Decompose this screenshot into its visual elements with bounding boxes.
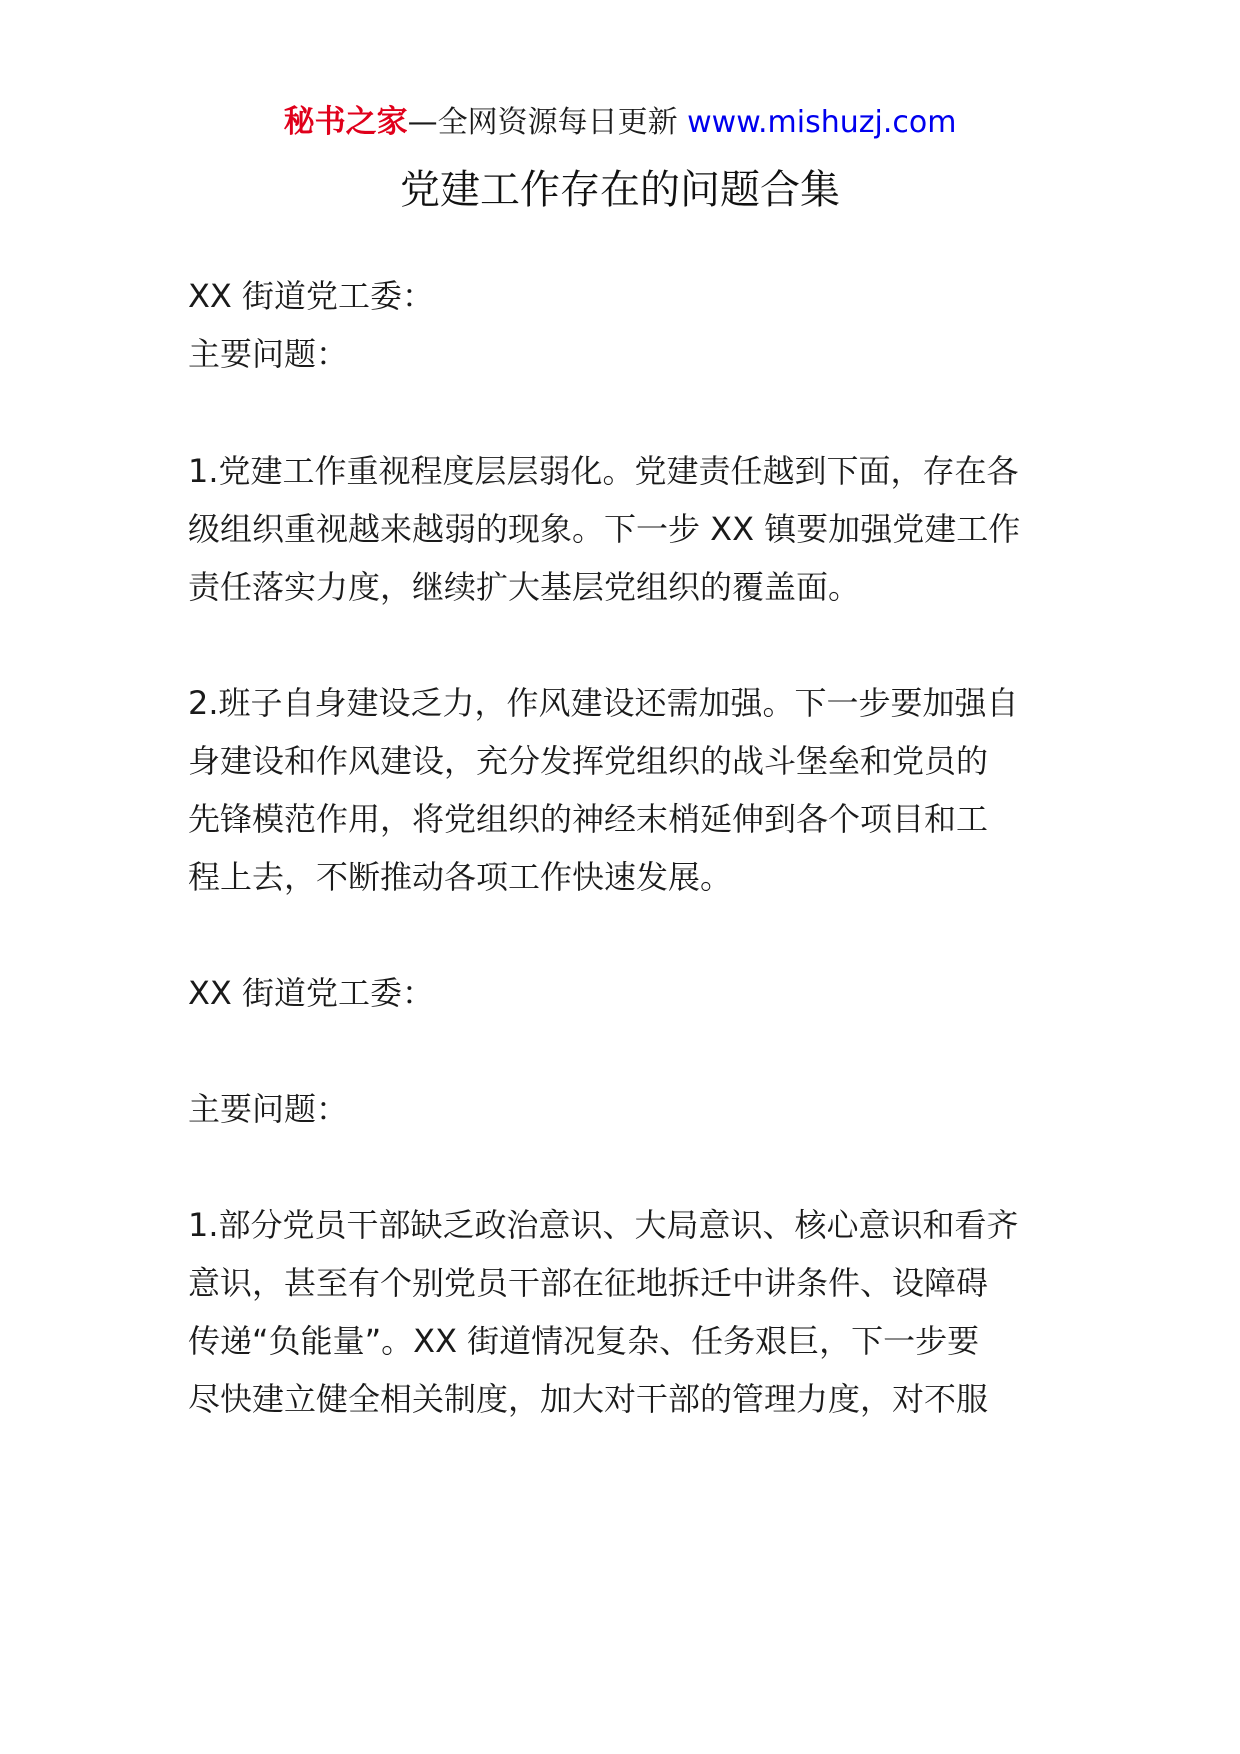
- subheading-main-issues-2: 主要问题：: [188, 1090, 349, 1128]
- brand-name: 秘书之家: [283, 104, 408, 140]
- paragraph-line: 意识，甚至有个别党员干部在征地拆迁中讲条件、设障碍: [188, 1264, 989, 1302]
- section-heading-1: XX 街道党工委：: [188, 277, 435, 315]
- document-title: 党建工作存在的问题合集: [400, 167, 840, 213]
- subheading-main-issues-1: 主要问题：: [188, 335, 349, 373]
- paragraph-line: 程上去，不断推动各项工作快速发展。: [188, 858, 733, 896]
- paragraph-line: 尽快建立健全相关制度，加大对干部的管理力度，对不服: [188, 1380, 989, 1418]
- paragraph-line: 先锋模范作用，将党组织的神经末梢延伸到各个项目和工: [188, 800, 989, 838]
- paragraph-line: 1.党建工作重视程度层层弱化。党建责任越到下面，存在各: [188, 452, 1019, 490]
- site-header: [0, 100, 1240, 145]
- section-heading-2: XX 街道党工委：: [188, 974, 435, 1012]
- paragraph-line: 责任落实力度，继续扩大基层党组织的覆盖面。: [188, 568, 861, 606]
- header-tagline: —全网资源每日更新: [407, 105, 688, 140]
- paragraph-line: 2.班子自身建设乏力，作风建设还需加强。下一步要加强自: [188, 684, 1019, 722]
- site-url-link[interactable]: www.mishuzj.com: [687, 105, 957, 140]
- paragraph-line: 传递“负能量”。XX 街道情况复杂、任务艰巨，下一步要: [188, 1322, 980, 1360]
- paragraph-line: 身建设和作风建设，充分发挥党组织的战斗堡垒和党员的: [188, 742, 989, 780]
- paragraph-line: 级组织重视越来越弱的现象。下一步 XX 镇要加强党建工作: [188, 510, 1021, 548]
- paragraph-line: 1.部分党员干部缺乏政治意识、大局意识、核心意识和看齐: [188, 1206, 1019, 1244]
